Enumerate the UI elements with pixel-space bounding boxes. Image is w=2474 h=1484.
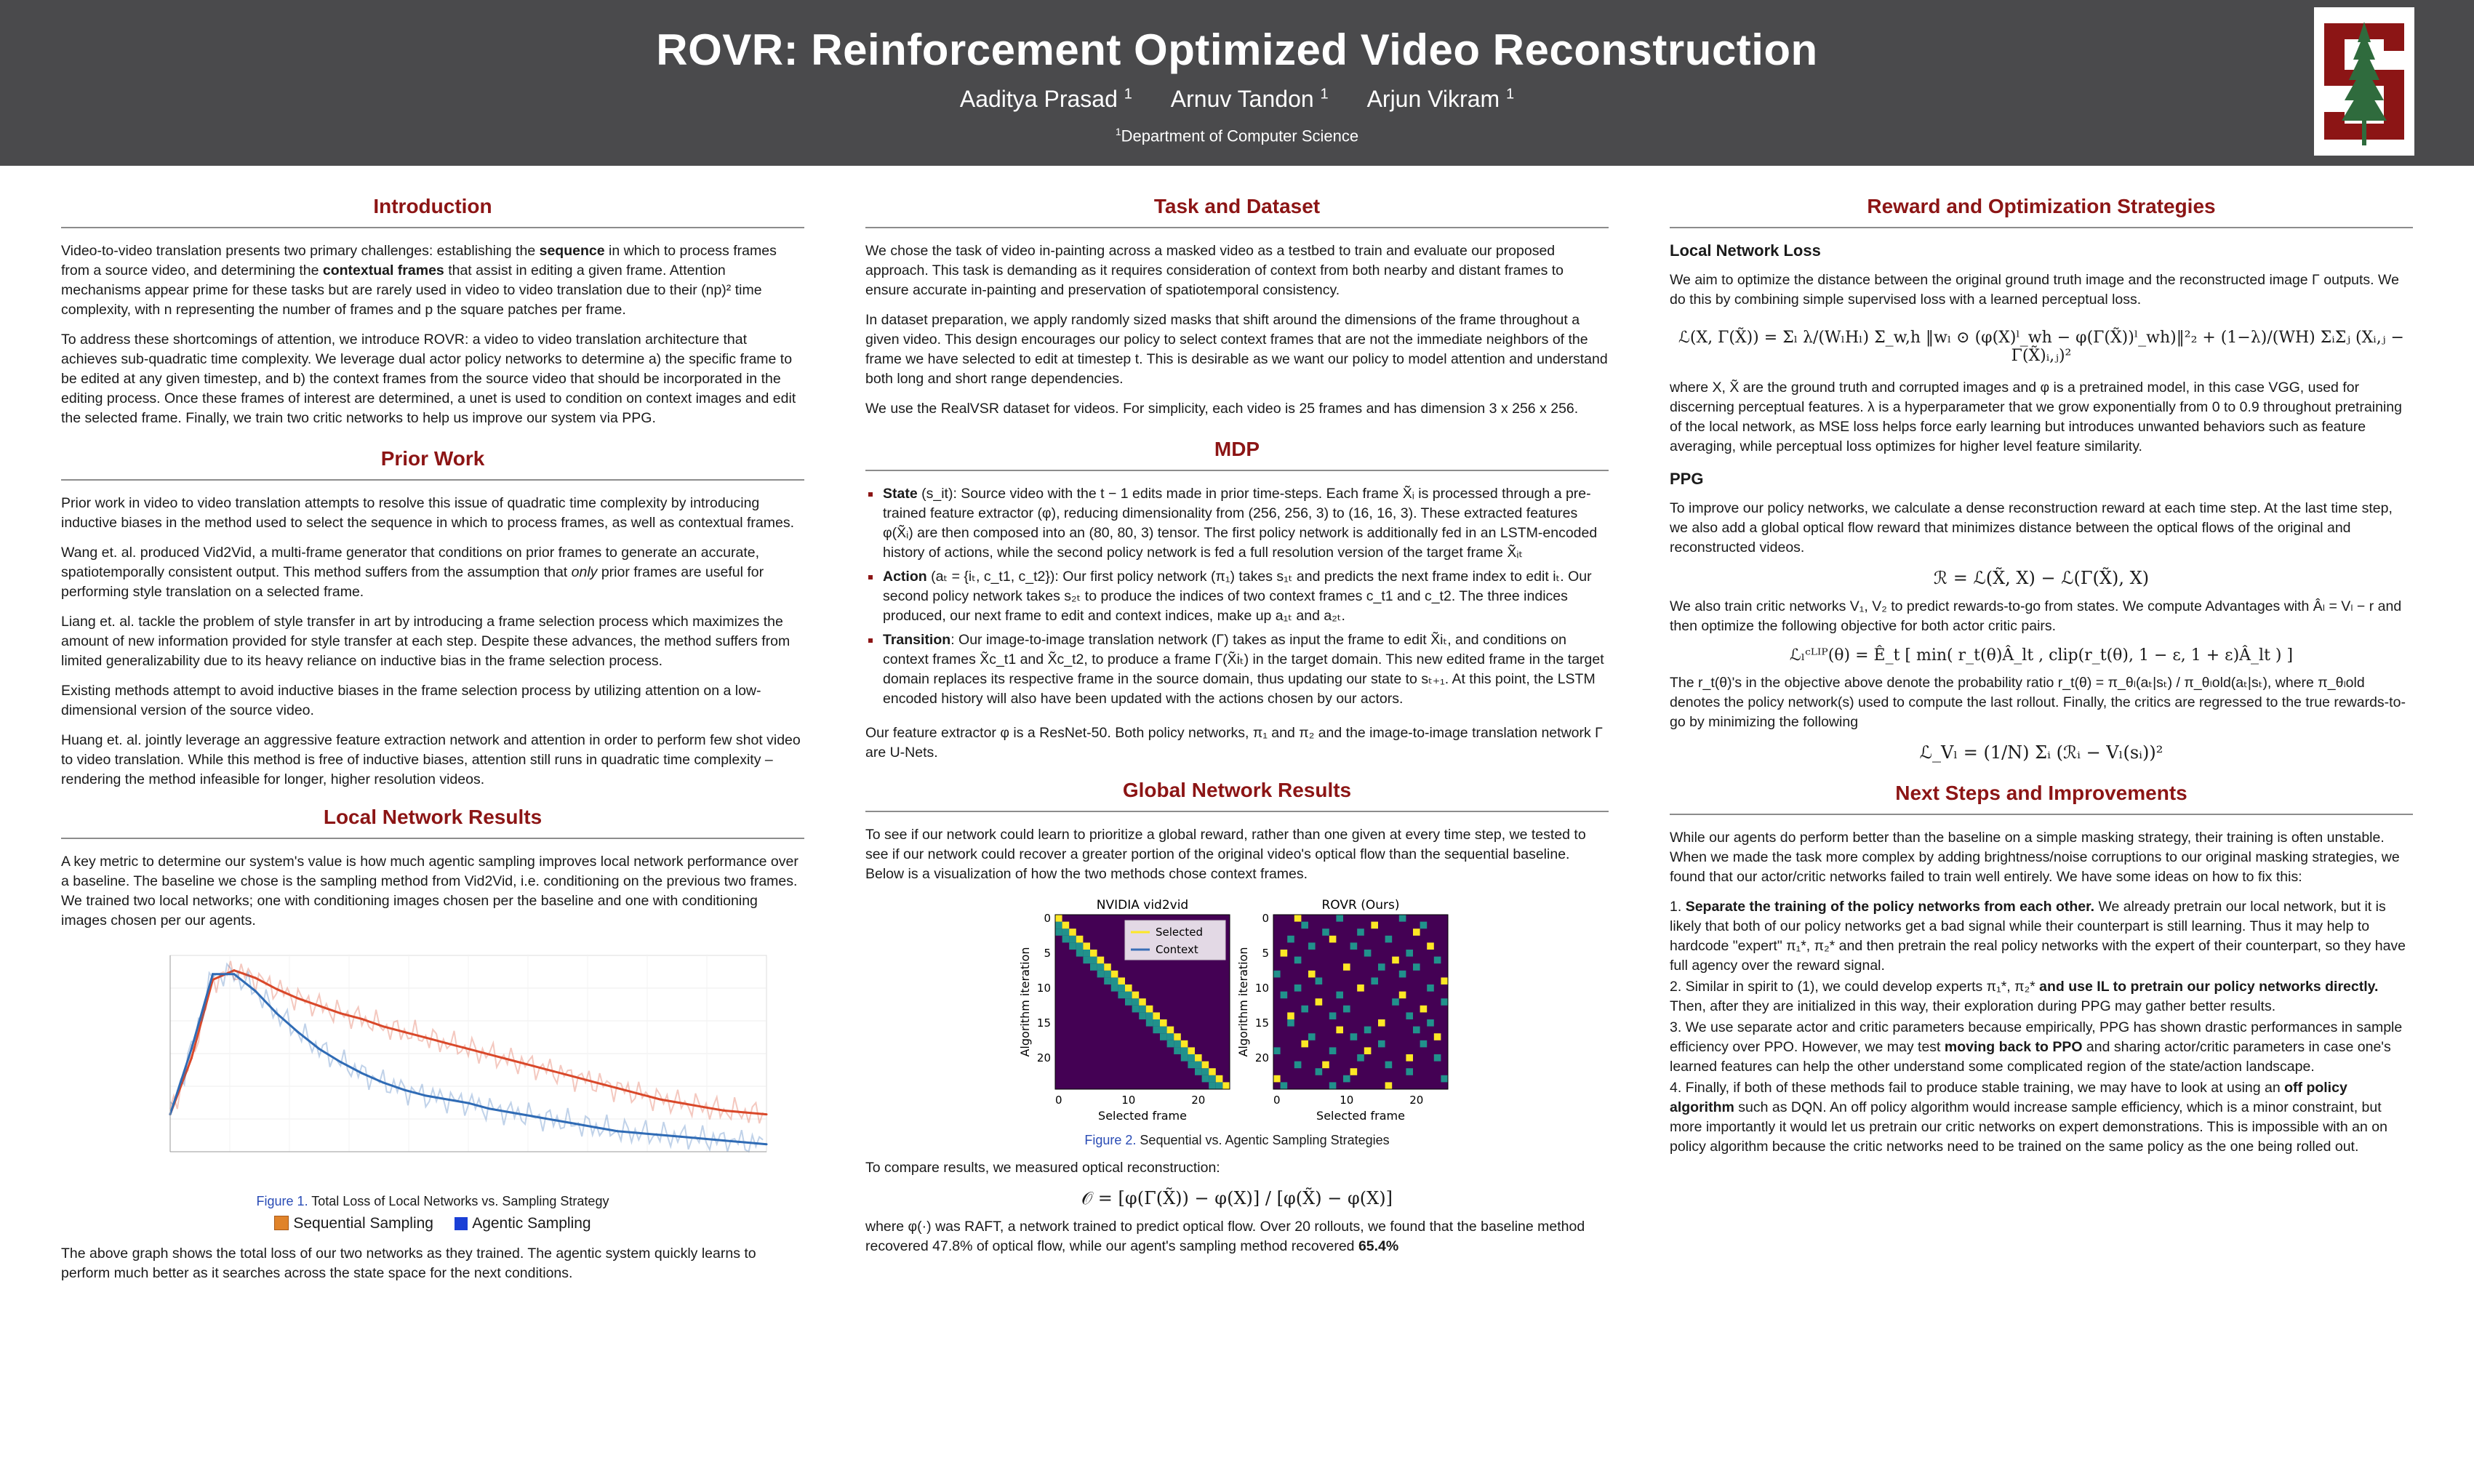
x-axis-label: Selected frame [1316, 1109, 1405, 1123]
data-point [468, 1102, 470, 1104]
context-cell [1322, 928, 1329, 936]
selected-cell [1125, 984, 1132, 992]
y-axis-label: Algorithm iteration [1018, 947, 1032, 1057]
context-cell [1174, 1047, 1181, 1054]
selected-cell [1174, 1033, 1181, 1040]
context-cell [1132, 1006, 1140, 1013]
x-tick-label: 20 [1191, 1094, 1206, 1107]
figure-2-caption: Figure 2. Sequential vs. Agentic Sampling Strategies [1084, 1133, 1390, 1147]
context-cell [1392, 998, 1399, 1006]
context-cell [1378, 963, 1385, 971]
data-point [276, 988, 278, 990]
context-cell [1097, 971, 1105, 978]
context-cell [1202, 1068, 1209, 1075]
data-point [255, 976, 257, 979]
selected-cell [1104, 963, 1111, 971]
context-cell [1132, 998, 1140, 1006]
section-title-prior-work: Prior Work [61, 447, 804, 481]
task-paragraph: We chose the task of video in-painting across a masked video as a testbed to train and evaluate our proposed approach. This task is demanding as it requires consideration of context from both nearby and distant frames to ensure accurate in-painting and preservation of spatiotemporal consistency. [865, 243, 1564, 298]
column-middle [865, 195, 1609, 1267]
data-point [468, 1048, 470, 1050]
context-frame-heatmaps [1004, 894, 1470, 1127]
y-tick-label: 0 [1262, 911, 1269, 925]
data-point [489, 1107, 491, 1110]
reward-paragraph: The r_t(θ)'s in the objective above denote the probability ratio r_t(θ) = π_θₗ(aₜ|sₜ) / π_θₗold(aₜ|sₜ), where π_θₗold denotes the policy network(s) used to compute the last rollout. Finally, the critics are regressed to the true rewards-to-go by minimizing the following [1670, 675, 2406, 730]
data-point [404, 1089, 406, 1091]
selected-cell [1301, 1040, 1308, 1048]
context-cell [1427, 1019, 1434, 1027]
reward-paragraph: where X, X̃ are the ground truth and corrupted images and φ is a pretrained model, in this case VGG, used for discerning perceptual features. λ is a hyperparameter that we grow exponentially from 0 to 0.9 throughout pretraining of the local network, as MSE loss helps force early learning but introduces unwanted behaviors such as feature averaging, while perceptual loss optimizes for higher level feature similarity. [1670, 380, 2402, 454]
selected-cell [1153, 1012, 1160, 1019]
context-cell [1160, 1033, 1167, 1040]
context-cell [1273, 1047, 1281, 1054]
author: Arnuv Tandon $^1$ [1170, 86, 1329, 112]
x-tick-label: 10 [1121, 1094, 1136, 1107]
context-cell [1343, 1006, 1350, 1013]
context-cell [1188, 1054, 1195, 1062]
author: Arjun Vikram $^1$ [1366, 86, 1515, 112]
data-point [638, 1093, 640, 1095]
context-cell [1055, 928, 1062, 936]
context-cell [1202, 1075, 1209, 1083]
data-point [595, 1081, 597, 1083]
context-cell [1146, 1012, 1153, 1019]
context-cell [1076, 942, 1084, 950]
x-tick-label: 0 [1273, 1094, 1281, 1107]
subsection-ppg: PPG [1670, 470, 1704, 488]
context-cell [1336, 992, 1343, 999]
data-point [425, 1037, 427, 1039]
y-tick-label: 10 [1254, 981, 1269, 995]
loss-line-chart [97, 941, 781, 1188]
prior-paragraph: Prior work in video to video translation attempts to resolve this issue of quadratic time complexity by introducing inductive biases in the method used to select the sequence in which to process frames, as well as contextual frames. [61, 495, 795, 531]
context-cell [1209, 1075, 1216, 1083]
section-title-introduction: Introduction [61, 195, 804, 228]
selected-cell [1139, 998, 1146, 1006]
context-cell [1343, 1075, 1350, 1083]
context-cell [1420, 1040, 1428, 1048]
context-cell [1301, 922, 1308, 929]
column-left [61, 195, 804, 1294]
context-cell [1181, 1054, 1188, 1062]
y-tick-label: 15 [1036, 1016, 1051, 1030]
context-cell [1083, 957, 1090, 964]
context-cell [1069, 942, 1076, 950]
loss-legend: Sequential Sampling Agentic Sampling [61, 1215, 804, 1232]
data-point [531, 1064, 533, 1067]
context-cell [1371, 977, 1378, 984]
context-cell [1294, 1062, 1302, 1069]
context-cell [1441, 1075, 1448, 1083]
selected-cell [1090, 950, 1097, 957]
intro-paragraph: Video-to-video translation presents two primary challenges: establishing the sequence in which to process frames from a source video, and determining the contextual frames that assist in editing a given frame. Attention mechanisms appear prime for these tasks but are rarely used in video to video translation due to their (np)² time complexity, with n representing the number of frames and p the square patches per frame. [61, 243, 777, 318]
context-cell [1308, 942, 1316, 950]
data-point [659, 1134, 661, 1136]
local-loss-equation: ℒ(X, Γ(X̃)) = Σₗ λ/(WₗHₗ) Σ_w,h ‖wₗ ⊙ (φ(X)ˡ_wh − φ(Γ(X̃))ˡ_wh)‖²₂ + (1−λ)/(WH) ΣᵢΣⱼ (Xᵢ,ⱼ − Γ(X̃)ᵢ,ⱼ)² [1678, 329, 2404, 365]
selected-cell [1083, 942, 1090, 950]
column-right [1670, 195, 2413, 1167]
section-title-reward: Reward and Optimization Strategies [1670, 195, 2413, 228]
selected-cell [1167, 1027, 1174, 1034]
task-paragraph: In dataset preparation, we apply randomly sized masks that shift around the dimensions of the frame throughout a given video. This design encourages our policy to select context frames that are not the immediate neighbors of the frame we have selected to edit at timestep t. This is desirable as we want our policy to model attention and understand both long and short range dependencies. [865, 312, 1608, 387]
selected-cell [1273, 1075, 1281, 1083]
data-point [233, 973, 235, 975]
data-point [382, 1025, 384, 1027]
selected-cell [1062, 922, 1070, 929]
context-cell [1083, 950, 1090, 957]
mdp-paragraph: Our feature extractor φ is a ResNet-50. Both policy networks, π₁ and π₂ and the image-to-image translation network Γ are U-Nets. [865, 725, 1603, 761]
context-cell [1104, 971, 1111, 978]
context-cell [1055, 922, 1062, 929]
context-cell [1364, 1027, 1372, 1034]
data-point [382, 1081, 384, 1083]
data-point [361, 1018, 363, 1020]
context-cell [1441, 998, 1448, 1006]
selected-cell [1441, 977, 1448, 984]
context-cell [1216, 1082, 1223, 1089]
context-cell [1399, 971, 1406, 978]
mdp-item-action: Action (aₜ = {iₜ, c_t1, c_t2}): Our first policy network (π₁) takes s₁ₜ and predicts the next frame index to edit iₜ. Our second policy network takes s₂ₜ to produce the indices of two context frames c_t1 and c_t2. The three indices produced, our next frame to edit and context indices, make up a₁ₜ and a₂ₜ. [865, 567, 1609, 626]
data-point [361, 1072, 363, 1075]
selected-cell [1195, 1054, 1202, 1062]
data-point [574, 1076, 576, 1078]
selected-cell [1055, 915, 1062, 922]
mdp-item-transition: Transition: Our image-to-image translation network (Γ) takes as input the frame to edit X̃iₜ, and conditions on context frames X̃c_t1 and X̃c_t2, to produce a frame Γ(X̃iₜ) in the target domain. This new edited frame in the target domain replaces its respective frame in the source domain, thus updating our state to sₜ₊₁. At this point, the LSTM encoded history will also have been updated with the actions chosen by our actors. [865, 630, 1609, 709]
data-point [702, 1138, 704, 1140]
selected-cell [1322, 1062, 1329, 1069]
data-point [191, 1057, 193, 1059]
selected-cell [1308, 971, 1316, 978]
data-point [595, 1126, 597, 1128]
x-axis-label: Selected frame [1098, 1109, 1187, 1123]
data-point [680, 1102, 682, 1104]
global-paragraph: To compare results, we measured optical reconstruction: [865, 1160, 1220, 1176]
data-point [744, 1142, 746, 1144]
legend-label-context: Context [1156, 943, 1198, 956]
selected-cell [1434, 1033, 1441, 1040]
task-paragraph: We use the RealVSR dataset for videos. For simplicity, each video is 25 frames and has dimension 3 x 256 x 256. [865, 401, 1579, 417]
context-cell [1090, 963, 1097, 971]
data-point [446, 1099, 448, 1101]
data-point [553, 1119, 555, 1121]
context-cell [1350, 942, 1358, 950]
data-point [553, 1070, 555, 1072]
y-axis-label: Algorithm iteration [1236, 947, 1250, 1057]
data-point [723, 1110, 725, 1112]
optical-reconstruction-equation: 𝒪 = [φ(Γ(X̃)) − φ(X)] / [φ(X̃) − φ(X)] [1081, 1188, 1393, 1208]
selected-cell [1357, 984, 1364, 992]
selected-cell [1413, 928, 1420, 936]
y-tick-label: 5 [1262, 946, 1269, 960]
context-cell [1301, 1006, 1308, 1013]
selected-cell [1385, 1082, 1393, 1089]
selected-cell [1069, 928, 1076, 936]
context-cell [1357, 928, 1364, 936]
data-point [425, 1094, 427, 1096]
data-point [340, 1012, 342, 1014]
selected-cell [1406, 1054, 1413, 1062]
prior-paragraph: Wang et. al. produced Vid2Vid, a multi-frame generator that conditions on prior frames to generate an accurate, spatiotemporally consistent output. This method suffers from the assumption that only prior frames are useful for performing style translation on a selected frame. [61, 545, 764, 600]
x-tick-label: 10 [1340, 1094, 1354, 1107]
data-point [617, 1087, 619, 1089]
data-point [766, 1143, 768, 1145]
mdp-item-state: State (s_it): Source video with the t − 1 edits made in prior time-steps. Each frame X̃ᵢ is processed through a pre-trained feature extractor (φ), reducing dimensionality from (256, 256, 3) to (16, 16, 3). These extracted features φ(X̃ᵢ) are then composed into an (80, 80, 3) tensor. The first policy network is additionally fed in an LSTM-encoded history of actions, while the second policy network is fed a full resolution version of the target frame X̃ᵢₜ [865, 484, 1609, 563]
selected-cell [1329, 936, 1337, 943]
next-paragraph: While our agents do perform better than the baseline on a simple masking strategy, their training is often unstable. When we made the task more complex by adding brightness/noise corruptions to our original masking strategies, we found that our actor/critic networks failed to train well entirely. We have some ideas on how to fix this: [1670, 830, 2400, 885]
context-cell [1399, 915, 1406, 922]
prior-paragraph: Liang et. al. tackle the problem of style transfer in art by introducing a frame selection process which maximizes the amount of new information provided for style transfer at each step. Despite these advances, the method suffers from limited generalizability due to its heavy reliance on inductive bias in the frame selection process. [61, 614, 790, 669]
selected-cell [1146, 1006, 1153, 1013]
selected-cell [1132, 992, 1140, 999]
context-cell [1146, 1019, 1153, 1027]
context-cell [1406, 1012, 1413, 1019]
selected-cell [1097, 957, 1105, 964]
data-point [404, 1031, 406, 1033]
section-title-next-steps: Next Steps and Improvements [1670, 782, 2413, 815]
data-point [212, 973, 214, 975]
local-paragraph: A key metric to determine our system's value is how much agentic sampling improves local network performance over a baseline. The baseline we chose is the sampling method from Vid2Vid, i.e. conditioning on the previous two frames. We trained two local networks; one with conditioning images chosen per the baseline and one with conditioning images chosen per our agents. [61, 854, 798, 928]
context-cell [1209, 1082, 1216, 1089]
critic-loss-equation: ℒ_Vₗ = (1/N) Σᵢ (ℛᵢ − Vₗ(sᵢ))² [1919, 742, 2163, 763]
y-tick-label: 0 [1044, 911, 1051, 925]
x-tick-label: 0 [1055, 1094, 1062, 1107]
context-cell [1350, 1033, 1358, 1040]
legend-swatch-sequential [274, 1216, 289, 1230]
data-point [574, 1123, 576, 1125]
context-cell [1153, 1019, 1160, 1027]
context-cell [1125, 992, 1132, 999]
context-cell [1195, 1062, 1202, 1069]
data-point [638, 1132, 640, 1134]
data-point [276, 1012, 278, 1014]
context-cell [1069, 936, 1076, 943]
reward-equation: ℛ = ℒ(X̃, X) − ℒ(Γ(X̃), X) [1933, 568, 2150, 588]
context-cell [1316, 1068, 1323, 1075]
context-cell [1287, 936, 1294, 943]
selected-cell [1209, 1068, 1216, 1075]
selected-cell [1343, 963, 1350, 971]
data-point [510, 1112, 512, 1114]
context-cell [1308, 1033, 1316, 1040]
affiliation: $^1$Department of Computer Science [1115, 126, 1359, 145]
y-tick-label: 10 [1036, 981, 1051, 995]
data-point [680, 1136, 682, 1138]
prior-paragraph: Huang et. al. jointly leverage an aggressive feature extraction network and attention in order to perform few shot video to video translation. While this method is free of inductive biases, attention still runs in quadratic time complexity – rendering the method infeasible for longer, higher resolution videos. [61, 732, 801, 787]
context-cell [1316, 977, 1323, 984]
y-tick-label: 15 [1254, 1016, 1269, 1030]
selected-cell [1111, 971, 1118, 978]
y-tick-label: 20 [1036, 1051, 1051, 1064]
data-point [723, 1139, 725, 1142]
context-cell [1167, 1040, 1174, 1048]
selected-cell [1371, 922, 1378, 929]
global-paragraph: To see if our network could learn to prioritize a global reward, rather than one given at every time step, we tested to see if our network could recover a greater portion of the original video's optical flow than the sequential baseline. Below is a visualization of how the two methods chose context frames. [865, 827, 1586, 882]
context-cell [1139, 1012, 1146, 1019]
context-cell [1329, 1082, 1337, 1089]
reward-paragraph: We also train critic networks V₁, V₂ to predict rewards-to-go from states. We compute Advantages with Âₗ = Vₗ − r and then optimize the following objective for both actor critic pairs. [1670, 598, 2402, 634]
context-cell [1118, 992, 1125, 999]
prior-paragraph: Existing methods attempt to avoid inductive biases in the frame selection process by utilizing attention on a low-dimensional version of the source video. [61, 683, 761, 718]
data-point [510, 1059, 512, 1062]
context-cell [1125, 998, 1132, 1006]
legend-swatch-agentic [455, 1217, 468, 1230]
selected-cell [1378, 1019, 1385, 1027]
data-point [319, 1048, 321, 1050]
context-cell [1273, 971, 1281, 978]
section-title-mdp: MDP [865, 438, 1609, 471]
context-cell [1287, 1019, 1294, 1027]
selected-cell [1392, 957, 1399, 964]
selected-cell [1216, 1075, 1223, 1083]
context-cell [1118, 984, 1125, 992]
selected-cell [1336, 1027, 1343, 1034]
context-cell [1329, 1012, 1337, 1019]
context-cell [1294, 984, 1302, 992]
context-cell [1281, 992, 1288, 999]
context-cell [1336, 915, 1343, 922]
context-cell [1104, 977, 1111, 984]
author: Aaditya Prasad $^1$ [959, 86, 1132, 112]
selected-cell [1364, 1047, 1372, 1054]
global-paragraph: where φ(·) was RAFT, a network trained to predict optical flow. Over 20 rollouts, we found that the baseline method recovered 47.8% of optical flow, while our agent's sampling method recovered 65.4% [865, 1219, 1585, 1254]
legend-label-selected: Selected [1156, 926, 1204, 939]
context-cell [1427, 984, 1434, 992]
section-title-local-results: Local Network Results [61, 806, 804, 839]
mdp-list [865, 484, 1609, 709]
context-cell [1111, 977, 1118, 984]
context-cell [1174, 1040, 1181, 1048]
data-point [233, 969, 235, 971]
context-cell [1160, 1027, 1167, 1034]
selected-cell [1287, 1012, 1294, 1019]
x-tick-label: 20 [1409, 1094, 1424, 1107]
context-cell [1406, 950, 1413, 957]
data-point [340, 1061, 342, 1063]
context-cell [1281, 1082, 1288, 1089]
section-title-task: Task and Dataset [865, 195, 1609, 228]
context-cell [1062, 936, 1070, 943]
selected-cell [1222, 1082, 1230, 1089]
data-point [531, 1115, 533, 1118]
selected-cell [1350, 1068, 1358, 1075]
poster-header [0, 0, 2474, 166]
context-cell [1062, 928, 1070, 936]
context-cell [1195, 1068, 1202, 1075]
selected-cell [1076, 936, 1084, 943]
context-cell [1153, 1027, 1160, 1034]
context-cell [1413, 963, 1420, 971]
context-cell [1413, 1027, 1420, 1034]
context-cell [1139, 1006, 1146, 1013]
author-list [0, 86, 2474, 113]
data-point [617, 1130, 619, 1132]
context-cell [1378, 1040, 1385, 1048]
context-cell [1357, 1054, 1364, 1062]
y-tick-label: 20 [1254, 1051, 1269, 1064]
next-item: 2. Similar in spirit to (1), we could develop experts π₁*, π₂* and use IL to pretrain our policy networks directly. Then, after they are initialized in this way, their exploration during PPG may gather better results. [1670, 979, 2379, 1014]
selected-cell [1281, 950, 1288, 957]
data-point [744, 1112, 746, 1114]
context-cell [1385, 936, 1393, 943]
section-title-global-results: Global Network Results [865, 779, 1609, 812]
context-cell [1076, 950, 1084, 957]
data-point [702, 1106, 704, 1108]
clip-objective-equation: ℒₗᶜᴸᴵᴾ(θ) = Ê_t [ min( r_t(θ)Â_lt , clip(r_t(θ), 1 − ε, 1 + ε)Â_lt ) ] [1789, 646, 2294, 665]
data-point [659, 1099, 661, 1101]
context-cell [1385, 1062, 1393, 1069]
reward-paragraph: To improve our policy networks, we calculate a dense reconstruction reward at each time step. At the last time step, we also add a global optical flow reward that minimizes distance between the optical flows of the original and reconstructed videos. [1670, 500, 2393, 556]
data-point [489, 1054, 491, 1056]
selected-cell [1181, 1040, 1188, 1048]
context-cell [1294, 957, 1302, 964]
selected-cell [1427, 942, 1434, 950]
context-cell [1420, 922, 1428, 929]
next-item: 3. We use separate actor and critic parameters because empirically, PPG has shown drastic performances in sample efficiency over PPO. However, we may test moving back to PPO and sharing actor/critic parameters in case one's learned features can help the other understand some complicated region of the state/action landscape. [1670, 1019, 2403, 1075]
stanford-logo-icon [2314, 7, 2414, 156]
selected-cell [1316, 998, 1323, 1006]
context-cell [1097, 963, 1105, 971]
data-point [766, 1113, 768, 1115]
context-cell [1090, 957, 1097, 964]
heatmap-title: ROVR (Ours) [1321, 898, 1400, 913]
context-cell [1434, 957, 1441, 964]
selected-cell [1202, 1062, 1209, 1069]
local-paragraph: The above graph shows the total loss of our two networks as they trained. The agentic system quickly learns to perform much better as it searches across the state space for the next conditions. [61, 1246, 756, 1281]
data-point [319, 1005, 321, 1007]
selected-cell [1118, 977, 1125, 984]
subsection-local-loss: Local Network Loss [1670, 241, 1821, 260]
context-cell [1434, 1054, 1441, 1062]
y-tick-label: 5 [1044, 946, 1051, 960]
context-cell [1111, 984, 1118, 992]
heatmap-title: NVIDIA vid2vid [1096, 898, 1189, 913]
next-item: 4. Finally, if both of these methods fail to produce stable training, we may have to look at using an off policy algorithm such as DQN. An off policy algorithm would increase sample efficiency, which is a minor constraint, but more importantly it would let us pretrain our critic networks on expert demonstrations. This is impossible with an on policy algorithm because the critic networks need to be trained on the same policy as the one being rolled out. [1670, 1080, 2387, 1155]
selected-cell [1294, 915, 1302, 922]
intro-paragraph: To address these shortcomings of attention, we introduce ROVR: a video to video translation architecture that achieves sub-quadratic time complexity. We leverage dual actor policy networks to determine a) the specific frame to be edited at any given timestep, and b) the context frames from the source video that should be incorporated in the editing process. Once these frames of interest are determined, a unet is used to condition on context images and edit the selected frame. Finally, we train two critic networks to help us improve our system via PPG. [61, 332, 796, 426]
context-cell [1329, 1047, 1337, 1054]
context-cell [1167, 1033, 1174, 1040]
context-cell [1188, 1062, 1195, 1069]
data-point [297, 1031, 299, 1033]
data-point [191, 1048, 193, 1050]
context-cell [1181, 1047, 1188, 1054]
reward-paragraph: We aim to optimize the distance between the original ground truth image and the reconstructed image Γ outputs. We do this by combining simple supervised loss with a learned perceptual loss. [1670, 272, 2399, 308]
figure-1-caption: Figure 1. Total Loss of Local Networks vs. Sampling Strategy [256, 1194, 609, 1208]
data-point [446, 1042, 448, 1044]
context-cell [1406, 1068, 1413, 1075]
selected-cell [1399, 992, 1406, 999]
data-point [255, 990, 257, 992]
poster-title: ROVR: Reinforcement Optimized Video Reconstruction [656, 25, 1818, 74]
data-point [297, 998, 299, 1000]
selected-cell [1420, 1006, 1428, 1013]
context-cell [1364, 950, 1372, 957]
selected-cell [1160, 1019, 1167, 1027]
next-item: 1. Separate the training of the policy networks from each other. We already pretrain our local network, but it is likely that both of our policy networks get a bad signal while their counterpart is still learning. Thus it may help to hardcode "expert" π₁*, π₂* and then pretrain the real policy networks with the expert of their counterpart, so they have full agency over the reward signal. [1670, 899, 2406, 974]
selected-cell [1188, 1047, 1195, 1054]
